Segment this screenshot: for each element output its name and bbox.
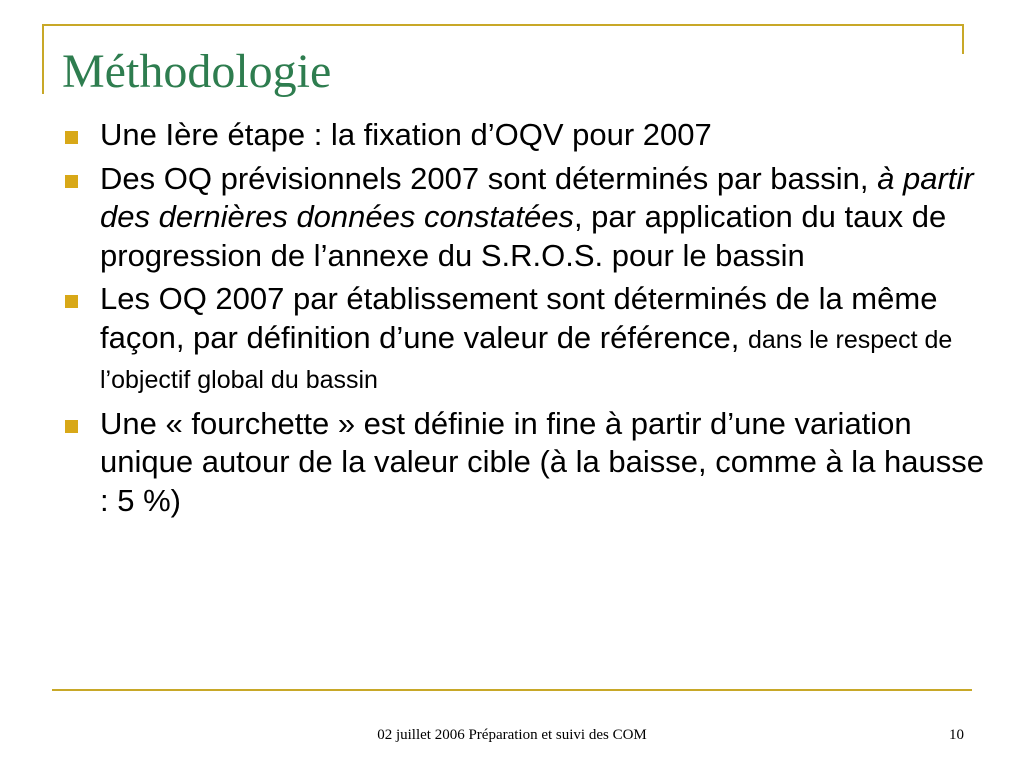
bullet-item [60, 116, 990, 155]
square-bullet-icon [65, 175, 78, 188]
page-number: 10 [949, 727, 964, 743]
frame-left-rule [42, 24, 44, 94]
bullet-item [60, 280, 990, 400]
bullet-list [60, 116, 990, 525]
bullet-text: Une « fourchette » est définie in fine à partir d’une variation unique autour de la valeur cible (à la baisse, comme à la hausse : 5 %) [100, 405, 985, 518]
bullet-text: Les OQ 2007 par établissement sont déterminés de la même façon, par définition d’une valeur de référence, [100, 281, 938, 355]
footer-text: 02 juillet 2006 Préparation et suivi des COM [377, 727, 647, 743]
square-bullet-icon [65, 420, 78, 433]
frame-bottom-rule [52, 689, 972, 691]
bullet-text: Des OQ prévisionnels 2007 sont déterminés par bassin, [100, 160, 878, 196]
frame-top-rule [42, 24, 964, 26]
slide-title: Méthodologie [62, 45, 332, 98]
bullet-item [60, 160, 990, 276]
square-bullet-icon [65, 131, 78, 144]
bullet-text: , par application du taux de progression de l’annexe du S.R.O.S. pour le bassin [100, 199, 947, 273]
bullet-item [60, 405, 990, 521]
square-bullet-icon [65, 295, 78, 308]
bullet-text-small: dans le respect de l’objectif global du bassin [100, 325, 953, 394]
bullet-text-italic: à partir des dernières données constatées [100, 160, 974, 234]
frame-right-rule [962, 24, 964, 54]
bullet-text: Une Ière étape : la fixation d’OQV pour 2007 [100, 117, 712, 152]
